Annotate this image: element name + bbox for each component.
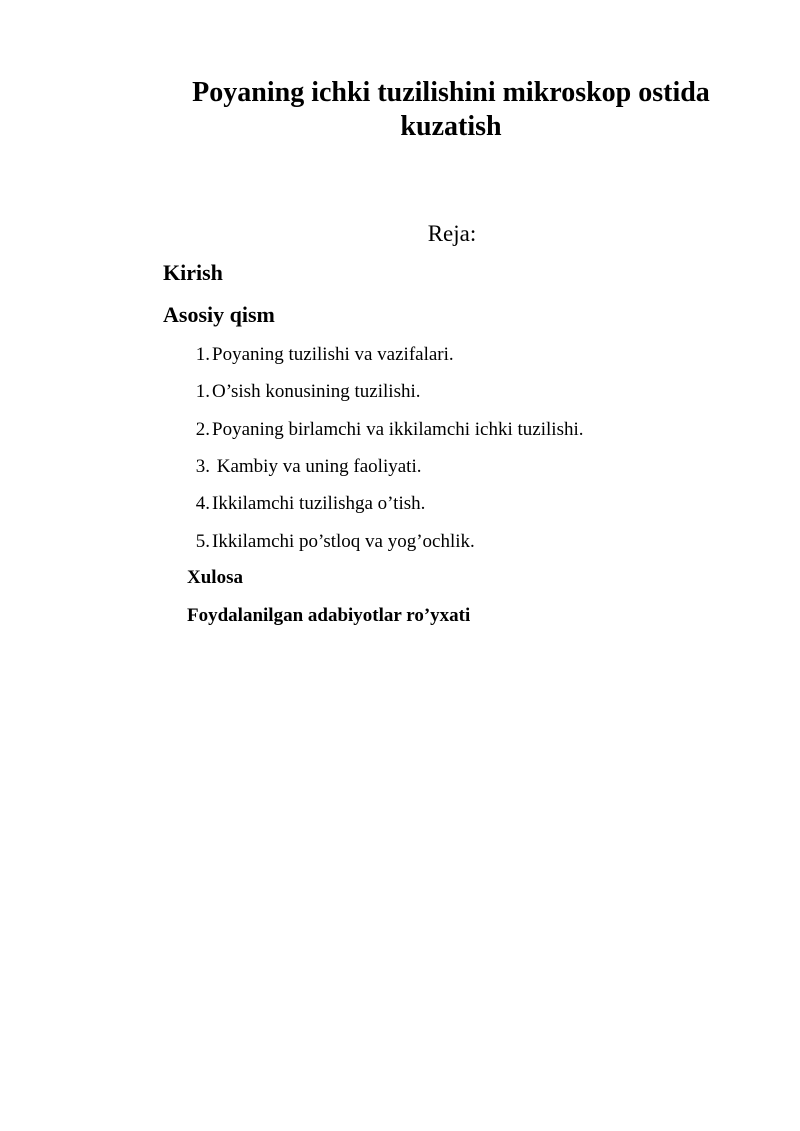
list-item-number: 1. xyxy=(195,344,210,365)
list-item-text: Kambiy va uning faoliyati. xyxy=(212,456,422,477)
list-item-text: O’sish konusining tuzilishi. xyxy=(212,381,421,402)
list-item xyxy=(186,418,584,442)
section-references: Foydalanilgan adabiyotlar ro’yxati xyxy=(187,605,471,626)
document-title: Poyaning ichki tuzilishini mikroskop ostida kuzatish xyxy=(192,77,710,142)
section-intro: Kirish xyxy=(163,260,223,285)
list-item-text: Poyaning tuzilishi va vazifalari. xyxy=(212,344,454,365)
list-item xyxy=(186,455,421,479)
list-item xyxy=(186,343,454,367)
list-item-text: Ikkilamchi po’stloq va yog’ochlik. xyxy=(212,531,475,552)
list-item-number: 5. xyxy=(195,531,210,552)
list-item-number: 4. xyxy=(195,493,210,514)
list-item-number: 2. xyxy=(195,419,210,440)
list-item-text: Poyaning birlamchi va ikkilamchi ichki tuzilishi. xyxy=(212,419,584,440)
list-item xyxy=(186,530,475,554)
section-conclusion: Xulosa xyxy=(187,567,243,588)
list-item xyxy=(186,492,425,516)
list-item xyxy=(186,380,421,404)
plan-heading: Reja: xyxy=(427,221,477,246)
list-item-number: 3. xyxy=(195,456,210,477)
section-main: Asosiy qism xyxy=(163,302,275,327)
list-item-text: Ikkilamchi tuzilishga o’tish. xyxy=(212,493,426,514)
list-item-number: 1. xyxy=(195,381,210,402)
